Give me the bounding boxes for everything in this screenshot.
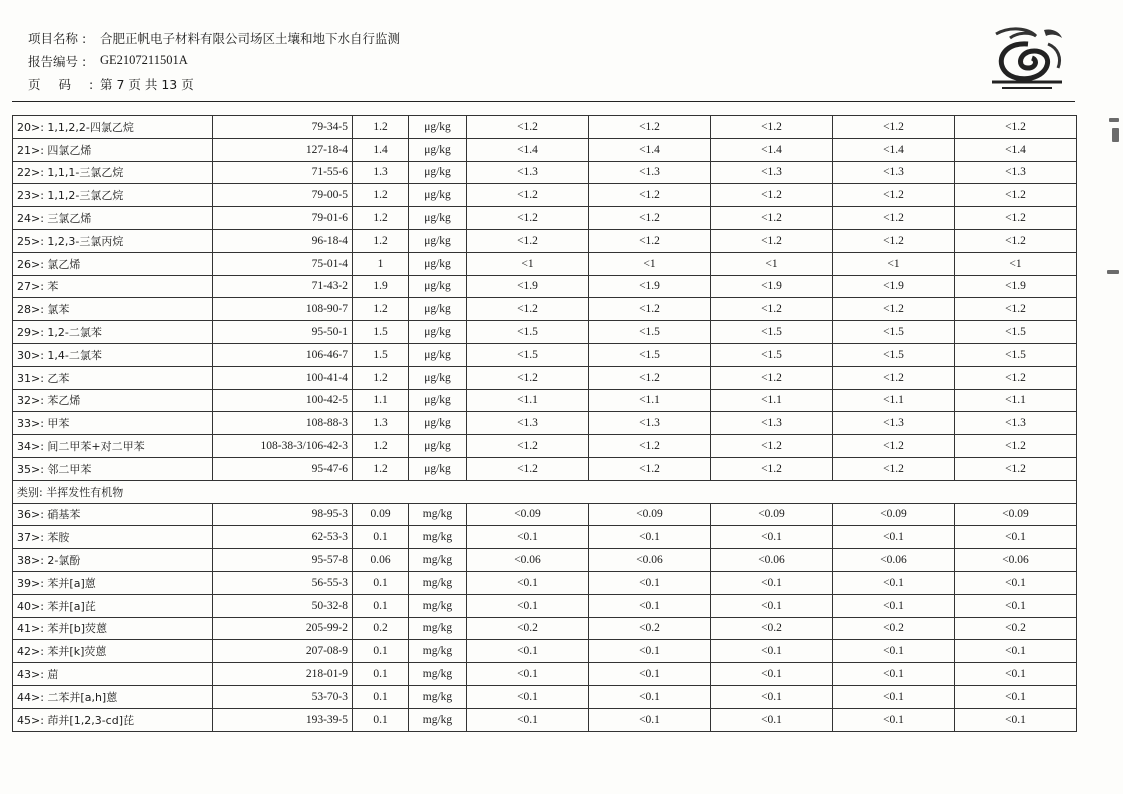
result-value: <1.3 [589, 161, 711, 184]
result-value: <0.1 [955, 708, 1077, 731]
result-value: <1.1 [467, 389, 589, 412]
compound-name: 39>: 苯并[a]蒽 [13, 571, 213, 594]
result-value: <1.5 [955, 321, 1077, 344]
result-value: <1.5 [589, 321, 711, 344]
result-value: <1.1 [711, 389, 833, 412]
result-value: <1 [955, 252, 1077, 275]
result-value: <0.1 [955, 685, 1077, 708]
unit: μg/kg [409, 298, 467, 321]
unit: mg/kg [409, 708, 467, 731]
compound-name: 26>: 氯乙烯 [13, 252, 213, 275]
table-row [13, 116, 1077, 139]
table-row [13, 549, 1077, 572]
cas-number: 79-00-5 [213, 184, 353, 207]
result-value: <1.1 [833, 389, 955, 412]
compound-name: 27>: 苯 [13, 275, 213, 298]
compound-name: 34>: 间二甲苯+对二甲苯 [13, 435, 213, 458]
result-value: <1.2 [955, 298, 1077, 321]
result-value: <1.2 [955, 229, 1077, 252]
cas-number: 96-18-4 [213, 229, 353, 252]
result-value: <1.9 [467, 275, 589, 298]
result-value: <1.2 [833, 457, 955, 480]
detection-limit: 1.3 [353, 412, 409, 435]
result-value: <1.2 [467, 207, 589, 230]
page-label: 页码: [28, 76, 94, 92]
scan-edge-mark [1109, 118, 1119, 122]
table-row [13, 389, 1077, 412]
table-row [13, 298, 1077, 321]
result-value: <1.3 [833, 412, 955, 435]
result-value: <1.2 [833, 207, 955, 230]
result-value: <1.2 [589, 366, 711, 389]
unit: mg/kg [409, 685, 467, 708]
table-row [13, 229, 1077, 252]
result-value: <0.06 [955, 549, 1077, 572]
detection-limit: 1.9 [353, 275, 409, 298]
table-row [13, 275, 1077, 298]
result-value: <1.2 [833, 116, 955, 139]
cas-number: 71-55-6 [213, 161, 353, 184]
detection-limit: 0.1 [353, 685, 409, 708]
result-value: <1.4 [955, 138, 1077, 161]
result-value: <1.3 [955, 161, 1077, 184]
result-value: <1.3 [833, 161, 955, 184]
compound-name: 24>: 三氯乙烯 [13, 207, 213, 230]
cas-number: 218-01-9 [213, 663, 353, 686]
cas-number: 79-01-6 [213, 207, 353, 230]
table-row [13, 321, 1077, 344]
compound-name: 21>: 四氯乙烯 [13, 138, 213, 161]
result-value: <1.2 [467, 116, 589, 139]
result-value: <1.2 [955, 435, 1077, 458]
detection-limit: 1.1 [353, 389, 409, 412]
result-value: <1.2 [955, 207, 1077, 230]
compound-name: 42>: 苯并[k]荧蒽 [13, 640, 213, 663]
result-value: <1.3 [955, 412, 1077, 435]
result-value: <0.1 [833, 526, 955, 549]
detection-limit: 1.5 [353, 343, 409, 366]
scan-edge-mark [1107, 270, 1119, 274]
result-value: <1.5 [711, 343, 833, 366]
compound-name: 41>: 苯并[b]荧蒽 [13, 617, 213, 640]
cas-number: 127-18-4 [213, 138, 353, 161]
result-value: <1.2 [467, 184, 589, 207]
detection-limit: 0.1 [353, 571, 409, 594]
result-value: <1.4 [589, 138, 711, 161]
result-value: <1.9 [711, 275, 833, 298]
result-value: <0.1 [833, 663, 955, 686]
result-value: <1.2 [589, 229, 711, 252]
result-value: <1.5 [467, 343, 589, 366]
unit: μg/kg [409, 389, 467, 412]
company-logo-icon [988, 24, 1066, 94]
cas-number: 62-53-3 [213, 526, 353, 549]
unit: μg/kg [409, 229, 467, 252]
page-row [28, 72, 400, 95]
result-value: <1.2 [955, 366, 1077, 389]
table-row [13, 252, 1077, 275]
result-value: <0.1 [711, 685, 833, 708]
table-row [13, 435, 1077, 458]
unit: μg/kg [409, 321, 467, 344]
compound-name: 43>: 䓛 [13, 663, 213, 686]
unit: μg/kg [409, 457, 467, 480]
result-value: <0.1 [589, 708, 711, 731]
result-value: <0.2 [711, 617, 833, 640]
result-value: <1.4 [711, 138, 833, 161]
unit: μg/kg [409, 435, 467, 458]
result-value: <1.2 [467, 435, 589, 458]
result-value: <1.1 [589, 389, 711, 412]
result-value: <0.1 [589, 594, 711, 617]
result-value: <1.2 [833, 366, 955, 389]
unit: mg/kg [409, 617, 467, 640]
result-value: <0.09 [711, 503, 833, 526]
table-row [13, 617, 1077, 640]
result-value: <1.5 [467, 321, 589, 344]
compound-name: 37>: 苯胺 [13, 526, 213, 549]
result-value: <1.2 [711, 435, 833, 458]
result-value: <0.06 [833, 549, 955, 572]
unit: mg/kg [409, 549, 467, 572]
result-value: <0.1 [467, 571, 589, 594]
unit: mg/kg [409, 503, 467, 526]
result-value: <1.2 [711, 457, 833, 480]
result-value: <0.09 [833, 503, 955, 526]
result-value: <0.2 [833, 617, 955, 640]
result-value: <1.2 [833, 298, 955, 321]
result-value: <0.1 [833, 685, 955, 708]
cas-number: 95-57-8 [213, 549, 353, 572]
result-value: <1.5 [955, 343, 1077, 366]
cas-number: 193-39-5 [213, 708, 353, 731]
result-value: <1.4 [467, 138, 589, 161]
detection-limit: 1.2 [353, 229, 409, 252]
compound-name: 30>: 1,4-二氯苯 [13, 343, 213, 366]
table-row [13, 663, 1077, 686]
result-value: <1.5 [833, 321, 955, 344]
detection-limit: 1.4 [353, 138, 409, 161]
cas-number: 100-41-4 [213, 366, 353, 389]
unit: μg/kg [409, 138, 467, 161]
result-value: <0.1 [467, 685, 589, 708]
detection-limit: 1.2 [353, 457, 409, 480]
result-value: <0.1 [467, 640, 589, 663]
cas-number: 95-50-1 [213, 321, 353, 344]
result-value: <0.06 [711, 549, 833, 572]
cas-number: 56-55-3 [213, 571, 353, 594]
result-value: <1.1 [955, 389, 1077, 412]
cas-number: 75-01-4 [213, 252, 353, 275]
result-value: <0.1 [711, 708, 833, 731]
result-value: <1.2 [833, 184, 955, 207]
results-table [12, 115, 1077, 732]
result-value: <1.2 [833, 435, 955, 458]
result-value: <1.2 [955, 184, 1077, 207]
cas-number: 53-70-3 [213, 685, 353, 708]
result-value: <1.3 [589, 412, 711, 435]
result-value: <0.1 [589, 685, 711, 708]
compound-name: 38>: 2-氯酚 [13, 549, 213, 572]
result-value: <1.9 [833, 275, 955, 298]
category-row [13, 480, 1077, 503]
unit: μg/kg [409, 207, 467, 230]
result-value: <1 [467, 252, 589, 275]
result-value: <0.1 [711, 594, 833, 617]
compound-name: 33>: 甲苯 [13, 412, 213, 435]
result-value: <0.1 [711, 526, 833, 549]
result-value: <0.1 [833, 640, 955, 663]
detection-limit: 0.1 [353, 526, 409, 549]
cas-number: 108-90-7 [213, 298, 353, 321]
result-value: <0.1 [711, 571, 833, 594]
detection-limit: 1.2 [353, 366, 409, 389]
result-value: <0.1 [955, 594, 1077, 617]
table-row [13, 708, 1077, 731]
result-value: <1.2 [467, 298, 589, 321]
unit: μg/kg [409, 161, 467, 184]
result-value: <1.2 [589, 298, 711, 321]
result-value: <0.09 [467, 503, 589, 526]
detection-limit: 1 [353, 252, 409, 275]
cas-number: 71-43-2 [213, 275, 353, 298]
result-value: <0.1 [589, 663, 711, 686]
result-value: <1.2 [589, 457, 711, 480]
detection-limit: 1.2 [353, 207, 409, 230]
result-value: <0.1 [467, 526, 589, 549]
result-value: <1.2 [589, 435, 711, 458]
table-row [13, 503, 1077, 526]
table-row [13, 457, 1077, 480]
table-row [13, 685, 1077, 708]
result-value: <1 [833, 252, 955, 275]
detection-limit: 0.1 [353, 708, 409, 731]
scan-edge-mark [1112, 128, 1119, 142]
table-row [13, 640, 1077, 663]
compound-name: 22>: 1,1,1-三氯乙烷 [13, 161, 213, 184]
detection-limit: 0.2 [353, 617, 409, 640]
compound-name: 44>: 二苯并[a,h]蒽 [13, 685, 213, 708]
detection-limit: 0.09 [353, 503, 409, 526]
detection-limit: 1.2 [353, 116, 409, 139]
result-value: <0.2 [467, 617, 589, 640]
table-row [13, 343, 1077, 366]
cas-number: 95-47-6 [213, 457, 353, 480]
cas-number: 79-34-5 [213, 116, 353, 139]
table-row [13, 184, 1077, 207]
result-value: <0.1 [467, 708, 589, 731]
result-value: <0.1 [711, 663, 833, 686]
result-value: <1.5 [589, 343, 711, 366]
unit: mg/kg [409, 640, 467, 663]
page-number: 第 7 页 共 13 页 [100, 76, 194, 92]
table-row [13, 161, 1077, 184]
unit: μg/kg [409, 412, 467, 435]
result-value: <1.2 [955, 457, 1077, 480]
result-value: <1.5 [833, 343, 955, 366]
report-header [28, 26, 400, 95]
result-value: <0.06 [467, 549, 589, 572]
unit: μg/kg [409, 275, 467, 298]
result-value: <1.9 [955, 275, 1077, 298]
result-value: <1.2 [711, 116, 833, 139]
compound-name: 25>: 1,2,3-三氯丙烷 [13, 229, 213, 252]
result-value: <0.1 [955, 571, 1077, 594]
result-value: <1.3 [467, 412, 589, 435]
unit: μg/kg [409, 343, 467, 366]
compound-name: 31>: 乙苯 [13, 366, 213, 389]
result-value: <1.2 [589, 184, 711, 207]
compound-name: 40>: 苯并[a]芘 [13, 594, 213, 617]
result-value: <0.1 [467, 594, 589, 617]
unit: μg/kg [409, 184, 467, 207]
result-value: <1.2 [711, 207, 833, 230]
result-value: <1 [589, 252, 711, 275]
cas-number: 98-95-3 [213, 503, 353, 526]
header-rule [12, 101, 1075, 102]
result-value: <1.2 [711, 229, 833, 252]
result-value: <0.1 [467, 663, 589, 686]
result-value: <1.5 [711, 321, 833, 344]
result-value: <0.1 [589, 571, 711, 594]
result-value: <1.2 [467, 229, 589, 252]
result-value: <0.09 [589, 503, 711, 526]
result-value: <1.2 [833, 229, 955, 252]
category-label: 类别: 半挥发性有机物 [13, 480, 1077, 503]
detection-limit: 0.1 [353, 640, 409, 663]
result-value: <1 [711, 252, 833, 275]
result-value: <1.2 [711, 184, 833, 207]
unit: mg/kg [409, 571, 467, 594]
result-value: <1.2 [711, 366, 833, 389]
cas-number: 108-88-3 [213, 412, 353, 435]
result-value: <1.2 [955, 116, 1077, 139]
project-name: 合肥正帆电子材料有限公司场区土壤和地下水自行监测 [100, 30, 401, 46]
result-value: <0.1 [955, 526, 1077, 549]
unit: mg/kg [409, 594, 467, 617]
detection-limit: 0.06 [353, 549, 409, 572]
cas-number: 108-38-3/106-42-3 [213, 435, 353, 458]
table-row [13, 412, 1077, 435]
result-value: <0.1 [589, 640, 711, 663]
result-value: <1.9 [589, 275, 711, 298]
project-row [28, 26, 400, 49]
result-value: <1.3 [467, 161, 589, 184]
compound-name: 45>: 茚并[1,2,3-cd]芘 [13, 708, 213, 731]
report-number-label: 报告编号 : [28, 53, 87, 69]
result-value: <0.06 [589, 549, 711, 572]
table-row [13, 138, 1077, 161]
result-value: <1.2 [467, 457, 589, 480]
result-value: <1.4 [833, 138, 955, 161]
unit: μg/kg [409, 366, 467, 389]
detection-limit: 1.3 [353, 161, 409, 184]
unit: mg/kg [409, 663, 467, 686]
cas-number: 100-42-5 [213, 389, 353, 412]
result-value: <0.1 [833, 708, 955, 731]
result-value: <1.2 [467, 366, 589, 389]
detection-limit: 0.1 [353, 663, 409, 686]
result-value: <0.1 [589, 526, 711, 549]
result-value: <1.2 [589, 207, 711, 230]
table-row [13, 571, 1077, 594]
cas-number: 205-99-2 [213, 617, 353, 640]
table-row [13, 526, 1077, 549]
result-value: <0.09 [955, 503, 1077, 526]
result-value: <0.1 [711, 640, 833, 663]
result-value: <0.2 [589, 617, 711, 640]
table-row [13, 594, 1077, 617]
cas-number: 106-46-7 [213, 343, 353, 366]
compound-name: 20>: 1,1,2,2-四氯乙烷 [13, 116, 213, 139]
compound-name: 32>: 苯乙烯 [13, 389, 213, 412]
compound-name: 29>: 1,2-二氯苯 [13, 321, 213, 344]
table-row [13, 366, 1077, 389]
result-value: <1.2 [711, 298, 833, 321]
report-number-row [28, 49, 400, 72]
detection-limit: 0.1 [353, 594, 409, 617]
result-value: <0.1 [955, 663, 1077, 686]
project-label: 项目名称 : [28, 30, 87, 46]
detection-limit: 1.2 [353, 184, 409, 207]
result-value: <1.3 [711, 161, 833, 184]
unit: μg/kg [409, 116, 467, 139]
unit: μg/kg [409, 252, 467, 275]
compound-name: 23>: 1,1,2-三氯乙烷 [13, 184, 213, 207]
result-value: <1.2 [589, 116, 711, 139]
unit: mg/kg [409, 526, 467, 549]
compound-name: 28>: 氯苯 [13, 298, 213, 321]
result-value: <0.2 [955, 617, 1077, 640]
compound-name: 36>: 硝基苯 [13, 503, 213, 526]
report-number: GE2107211501A [100, 53, 188, 67]
detection-limit: 1.5 [353, 321, 409, 344]
table-row [13, 207, 1077, 230]
detection-limit: 1.2 [353, 435, 409, 458]
cas-number: 207-08-9 [213, 640, 353, 663]
result-value: <1.3 [711, 412, 833, 435]
cas-number: 50-32-8 [213, 594, 353, 617]
detection-limit: 1.2 [353, 298, 409, 321]
compound-name: 35>: 邻二甲苯 [13, 457, 213, 480]
result-value: <0.1 [955, 640, 1077, 663]
result-value: <0.1 [833, 571, 955, 594]
result-value: <0.1 [833, 594, 955, 617]
